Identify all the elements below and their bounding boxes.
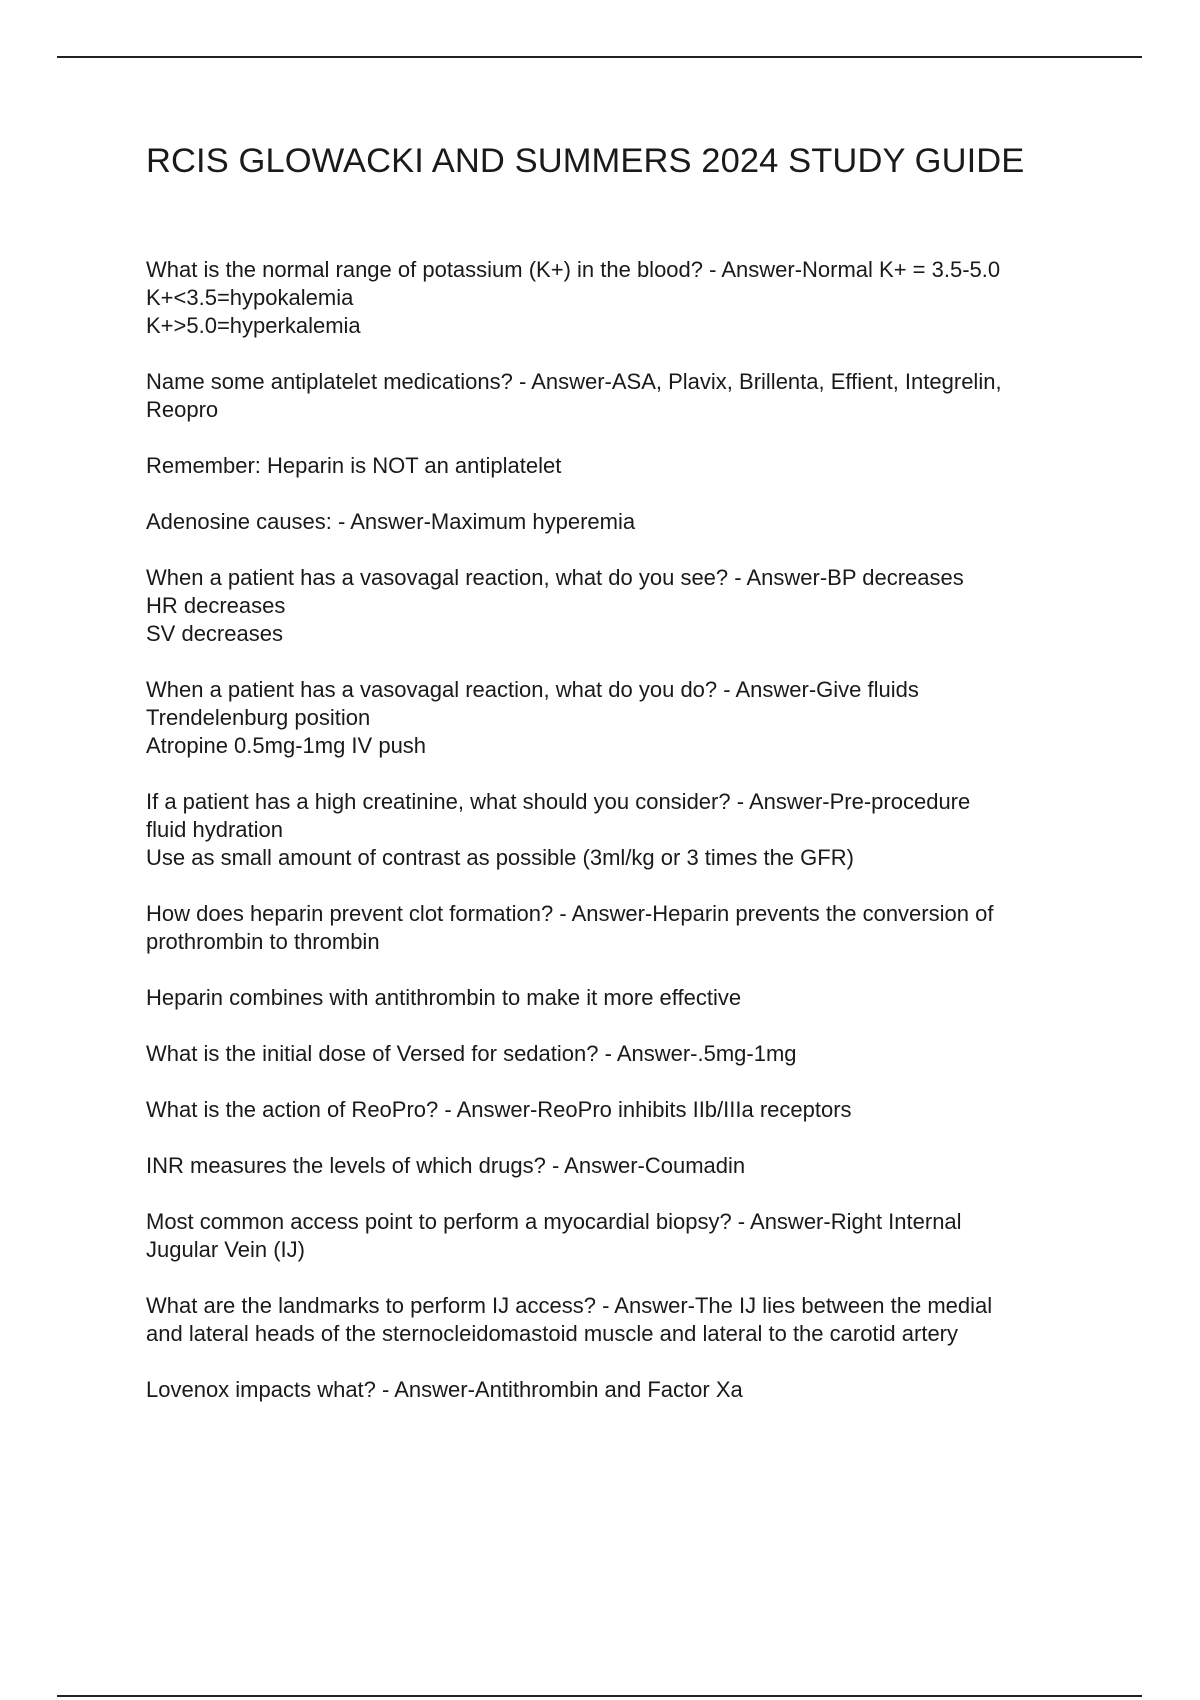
qa-item xyxy=(146,1376,1096,1404)
qa-item xyxy=(146,564,1096,648)
qa-line: Remember: Heparin is NOT an antiplatelet xyxy=(146,453,562,478)
qa-item xyxy=(146,368,1096,424)
qa-item xyxy=(146,1040,1096,1068)
qa-line: Most common access point to perform a myocardial biopsy? - Answer-Right Internal xyxy=(146,1209,962,1234)
qa-item xyxy=(146,900,1096,956)
qa-line: Name some antiplatelet medications? - Answer-ASA, Plavix, Brillenta, Effient, Integrelin, xyxy=(146,369,1002,394)
bottom-rule xyxy=(57,1695,1142,1697)
qa-line: When a patient has a vasovagal reaction, what do you see? - Answer-BP decreases xyxy=(146,565,964,590)
qa-line: K+>5.0=hyperkalemia xyxy=(146,313,361,338)
qa-line: Reopro xyxy=(146,397,219,422)
qa-item xyxy=(146,256,1096,340)
qa-line: Adenosine causes: - Answer-Maximum hyperemia xyxy=(146,509,636,534)
qa-item xyxy=(146,508,1096,536)
qa-line: What is the normal range of potassium (K+) in the blood? - Answer-Normal K+ = 3.5-5.0 xyxy=(146,257,1001,282)
qa-line: What is the initial dose of Versed for sedation? - Answer-.5mg-1mg xyxy=(146,1041,797,1066)
qa-line: SV decreases xyxy=(146,621,283,646)
qa-line: K+<3.5=hypokalemia xyxy=(146,285,354,310)
qa-item xyxy=(146,984,1096,1012)
top-rule xyxy=(57,56,1142,58)
qa-item xyxy=(146,1208,1096,1264)
qa-line: and lateral heads of the sternocleidomastoid muscle and lateral to the carotid artery xyxy=(146,1321,959,1346)
qa-item xyxy=(146,1292,1096,1348)
qa-line: If a patient has a high creatinine, what should you consider? - Answer-Pre-procedure xyxy=(146,789,971,814)
qa-line: INR measures the levels of which drugs? - Answer-Coumadin xyxy=(146,1153,746,1178)
qa-line: What are the landmarks to perform IJ access? - Answer-The IJ lies between the medial xyxy=(146,1293,993,1318)
qa-line: When a patient has a vasovagal reaction, what do you do? - Answer-Give fluids xyxy=(146,677,919,702)
qa-line: What is the action of ReoPro? - Answer-ReoPro inhibits IIb/IIIa receptors xyxy=(146,1097,852,1122)
qa-line: Atropine 0.5mg-1mg IV push xyxy=(146,733,427,758)
qa-list xyxy=(146,256,1096,1432)
qa-item xyxy=(146,1096,1096,1124)
qa-item xyxy=(146,452,1096,480)
qa-item xyxy=(146,676,1096,760)
qa-line: Jugular Vein (IJ) xyxy=(146,1237,305,1262)
qa-line: Lovenox impacts what? - Answer-Antithrombin and Factor Xa xyxy=(146,1377,743,1402)
qa-line: How does heparin prevent clot formation? - Answer-Heparin prevents the conversion of xyxy=(146,901,994,926)
qa-line: Heparin combines with antithrombin to make it more effective xyxy=(146,985,742,1010)
qa-line: Use as small amount of contrast as possible (3ml/kg or 3 times the GFR) xyxy=(146,845,854,870)
qa-item xyxy=(146,788,1096,872)
qa-line: Trendelenburg position xyxy=(146,705,371,730)
page-title: RCIS GLOWACKI AND SUMMERS 2024 STUDY GUIDE xyxy=(146,142,1025,180)
qa-line: HR decreases xyxy=(146,593,286,618)
qa-line: prothrombin to thrombin xyxy=(146,929,380,954)
qa-item xyxy=(146,1152,1096,1180)
qa-line: fluid hydration xyxy=(146,817,283,842)
